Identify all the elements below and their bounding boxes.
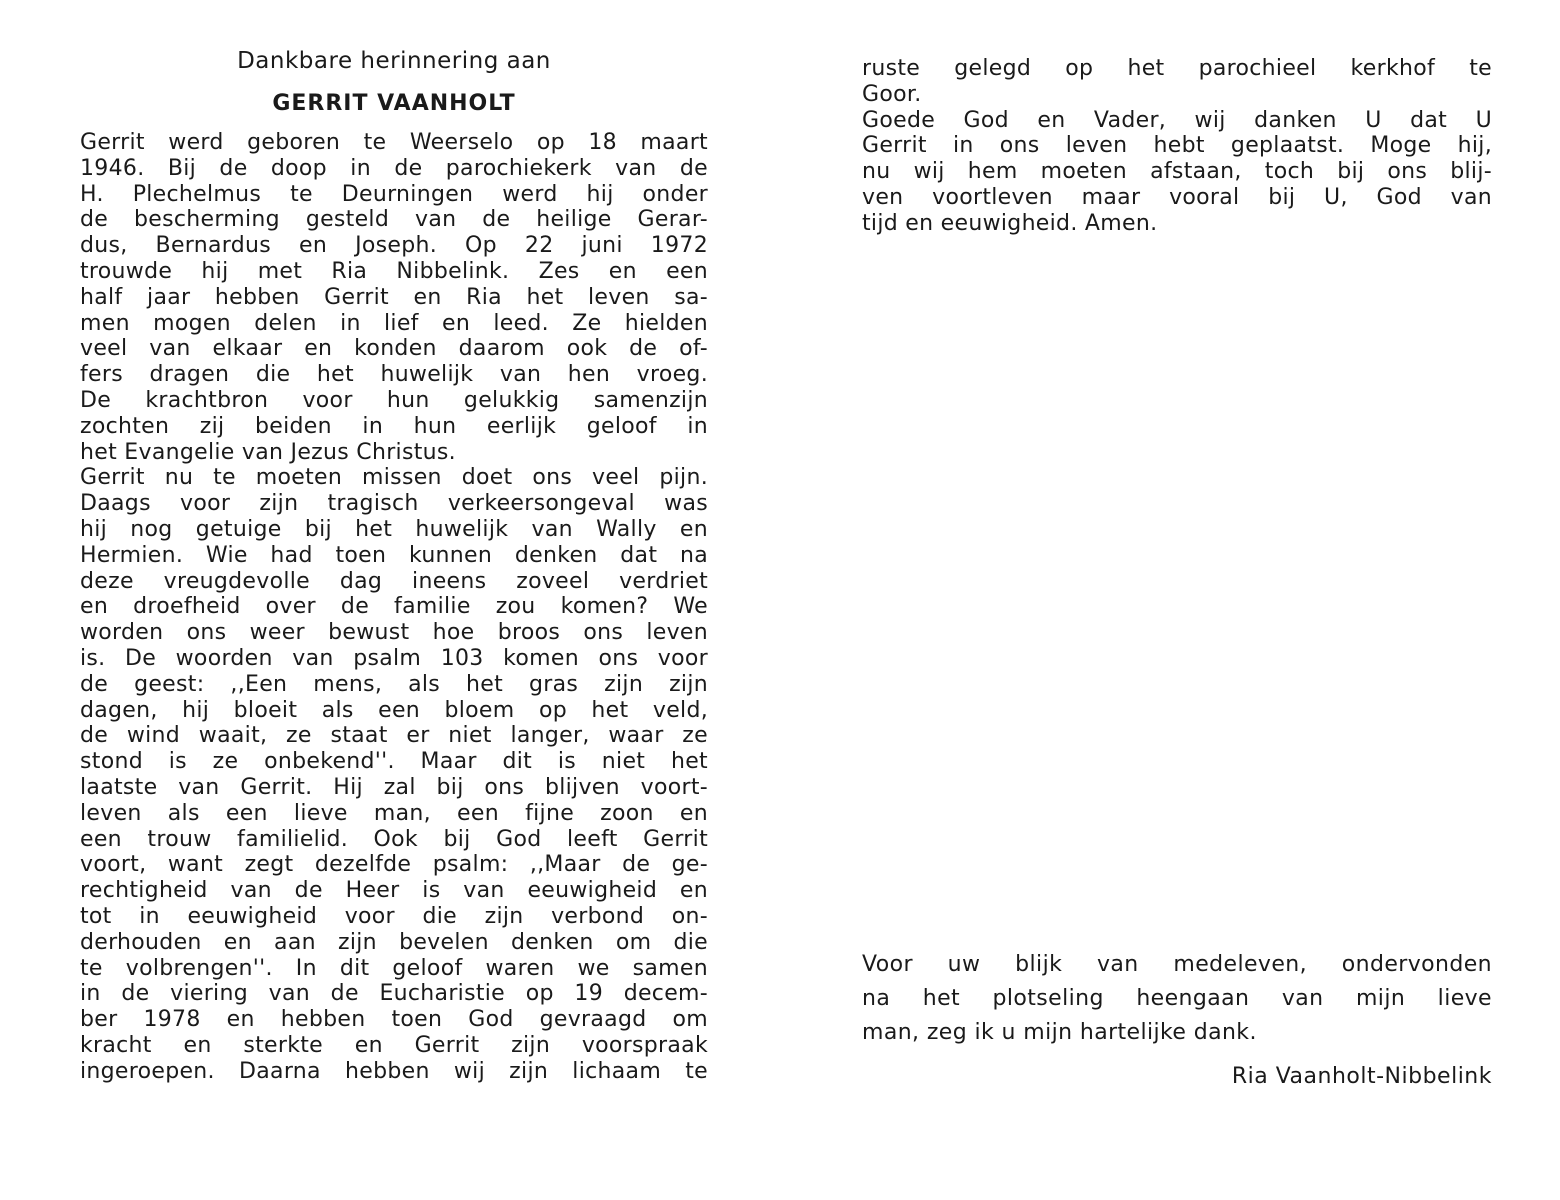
text-line: tijd en eeuwigheid. Amen. — [862, 210, 1158, 236]
text-line: voort, want zegt dezelfde psalm: ,,Maar de ge- — [80, 852, 708, 878]
text-line: De krachtbron voor hun gelukkig samenzijn — [80, 387, 708, 413]
text-line: dagen, hij bloeit als een bloem op het veld, — [80, 697, 708, 723]
text-line: half jaar hebben Gerrit en Ria het leven sa- — [80, 284, 708, 310]
text-line: de geest: ,,Een mens, als het gras zijn zijn — [80, 671, 708, 697]
text-line: de bescherming gesteld van de heilige Gerar- — [80, 207, 708, 233]
text-line: stond is ze onbekend''. Maar dit is niet het — [80, 749, 708, 775]
text-line: trouwde hij met Ria Nibbelink. Zes en een — [80, 258, 708, 284]
text-line: ruste gelegd op het parochieel kerkhof te — [862, 56, 1492, 81]
text-line: laatste van Gerrit. Hij zal bij ons blijven voort- — [80, 774, 708, 800]
text-line: derhouden en aan zijn bevelen denken om die — [80, 929, 708, 955]
text-line: het Evangelie van Jezus Christus. — [80, 439, 456, 465]
text-line: te volbrengen''. In dit geloof waren we samen — [80, 955, 708, 981]
text-line: Gerrit in ons leven hebt geplaatst. Moge hij, — [862, 133, 1492, 159]
biography-text — [80, 130, 708, 1084]
text-line: na het plotseling heengaan van mijn lieve — [862, 986, 1492, 1011]
left-column — [80, 0, 708, 1200]
text-line: de wind waait, ze staat er niet langer, waar ze — [80, 723, 708, 749]
text-line: kracht en sterkte en Gerrit zijn voorspraak — [80, 1032, 708, 1058]
text-line: fers dragen die het huwelijk van hen vroeg. — [80, 362, 708, 388]
right-column — [862, 0, 1492, 1200]
text-line: man, zeg ik u mijn hartelijke dank. — [862, 1020, 1257, 1045]
text-line: en droefheid over de familie zou komen? We — [80, 594, 708, 620]
text-line: rechtigheid van de Heer is van eeuwigheid en — [80, 878, 708, 904]
text-line: tot in eeuwigheid voor die zijn verbond on- — [80, 903, 708, 929]
thanks-text — [862, 948, 1492, 1050]
text-line: deze vreugdevolle dag ineens zoveel verdriet — [80, 568, 708, 594]
text-line: nu wij hem moeten afstaan, toch bij ons blij- — [862, 159, 1492, 185]
text-line: worden ons weer bewust hoe broos ons leven — [80, 620, 708, 646]
text-line: een trouw familielid. Ook bij God leeft Gerrit — [80, 826, 708, 852]
text-line: leven als een lieve man, een fijne zoon en — [80, 800, 708, 826]
text-line: ingeroepen. Daarna hebben wij zijn lichaam te — [80, 1058, 708, 1084]
text-line: zochten zij beiden in hun eerlijk geloof in — [80, 413, 708, 439]
text-line: hij nog getuige bij het huwelijk van Wally en — [80, 516, 708, 542]
text-line: Hermien. Wie had toen kunnen denken dat na — [80, 542, 708, 568]
text-line: Gerrit nu te moeten missen doet ons veel pijn. — [80, 465, 708, 491]
text-line: men mogen delen in lief en leed. Ze hielden — [80, 310, 708, 336]
text-line: Goor. — [862, 81, 922, 107]
intro-heading: Dankbare herinnering aan — [237, 48, 551, 74]
deceased-name: GERRIT VAANHOLT — [272, 91, 516, 116]
text-line: dus, Bernardus en Joseph. Op 22 juni 1972 — [80, 233, 708, 259]
text-line: 1946. Bij de doop in de parochiekerk van de — [80, 155, 708, 181]
text-line: ven voortleven maar vooral bij U, God van — [862, 184, 1492, 210]
text-line: Daags voor zijn tragisch verkeersongeval was — [80, 491, 708, 517]
text-line: ber 1978 en hebben toen God gevraagd om — [80, 1007, 708, 1033]
text-line: is. De woorden van psalm 103 komen ons voor — [80, 645, 708, 671]
prayer-text — [862, 56, 1492, 237]
text-line: Gerrit werd geboren te Weerselo op 18 maart — [80, 130, 708, 155]
text-line: in de viering van de Eucharistie op 19 decem- — [80, 981, 708, 1007]
text-line: H. Plechelmus te Deurningen werd hij onder — [80, 181, 708, 207]
text-line: Goede God en Vader, wij danken U dat U — [862, 107, 1492, 133]
text-line: Voor uw blijk van medeleven, ondervonden — [862, 952, 1492, 977]
text-line: veel van elkaar en konden daarom ook de of- — [80, 336, 708, 362]
signature: Ria Vaanholt-Nibbelink — [1231, 1064, 1492, 1089]
